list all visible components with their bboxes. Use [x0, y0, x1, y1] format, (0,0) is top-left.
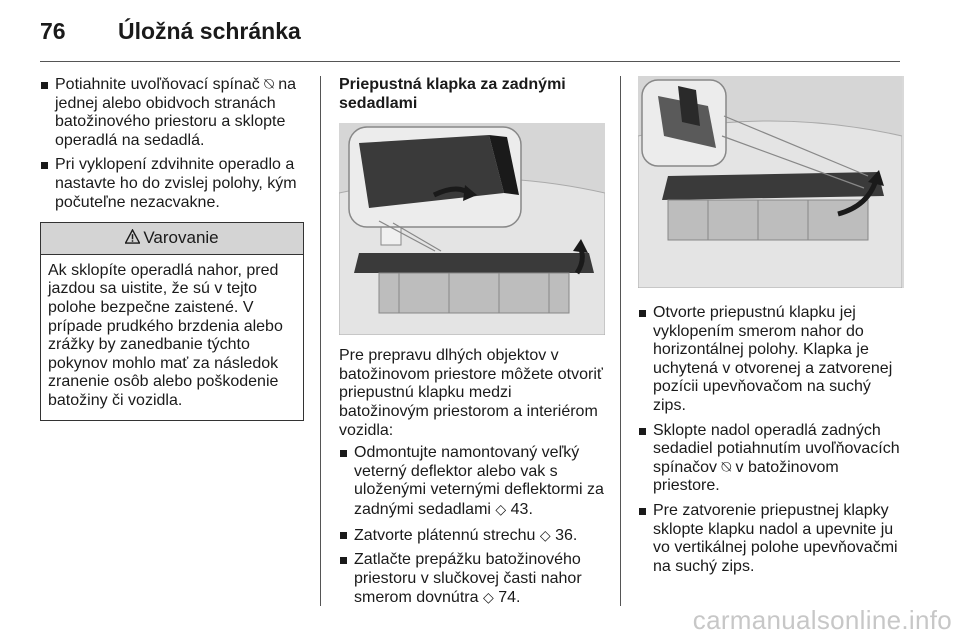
warning-box: [40, 222, 304, 420]
page-header: [40, 14, 920, 54]
reference-arrow-icon: ◇: [539, 526, 551, 543]
warning-header: [41, 223, 303, 255]
section-title: Priepustná klapka za zadnými sedadlami: [339, 76, 566, 112]
column-2: [339, 76, 605, 614]
intro-paragraph: Pre prepravu dlhých objektov v batožinovom priestore môžete otvoriť priepustnú klapku medzi batožinovým priestorom a interiérom vozidla:: [339, 347, 603, 439]
trunk-illustration-2: [638, 76, 904, 288]
instruction-list: [40, 76, 304, 212]
page-number: 76: [40, 18, 66, 44]
list-item: Pre zatvorenie priepustnej klapky sklopte klapku nadol a upevnite ju vo vertikálnej polohe upevňovačmi na suchý zips.: [638, 502, 902, 576]
page-reference[interactable]: 74.: [498, 589, 521, 607]
list-item: Otvorte priepustnú klapku jej vyklopením smerom nahor do horizontálnej polohy. Klapka je uchytená v otvorenej a zatvorenej pozícii upevňovačom na suchý zips.: [638, 304, 902, 416]
trunk-drawing-svg: [339, 123, 605, 335]
column-1: [40, 76, 304, 421]
column-3: [638, 76, 902, 582]
list-item: Sklopte nadol operadlá zadných sedadiel potiahnutím uvoľňovacích spínačov ⍉ v batožinovom priestore.: [638, 422, 902, 496]
warning-triangle-icon: [125, 229, 140, 244]
page-reference[interactable]: 43.: [510, 500, 533, 518]
trunk-illustration-1: [339, 123, 605, 335]
instruction-list: [339, 444, 605, 608]
page-reference[interactable]: 36.: [555, 526, 578, 544]
column-divider-1: [320, 76, 321, 606]
watermark: carmanualsonline.info: [692, 605, 952, 635]
header-divider: [40, 61, 900, 62]
list-item: Zatlačte prepážku batožinového priestoru v slučkovej časti nahor smerom dovnútra ◇ 74.: [339, 551, 605, 608]
instruction-list: [638, 304, 902, 576]
reference-arrow-icon: ◇: [495, 500, 507, 517]
list-item: Potiahnite uvoľňovací spínač ⍉ na jednej alebo obidvoch stranách batožinového priestoru a sklopte operadlá na sedadlá.: [40, 76, 304, 150]
warning-title: Varovanie: [143, 228, 219, 248]
list-item: Pri vyklopení zdvihnite operadlo a nastavte ho do zvislej polohy, kým počuteľne nezacvakne.: [40, 156, 304, 212]
warning-text: Ak sklopíte operadlá nahor, pred jazdou sa uistite, že sú v tejto polohe bezpečne zaistené. V prípade prudkého brzdenia alebo zrážky by zanedbanie týchto pokynov mohlo mať za následok zranenie osôb alebo poškodenie batožiny či vozidla.: [48, 261, 283, 409]
column-divider-2: [620, 76, 621, 606]
list-item: Zatvorte plátennú strechu ◇ 36.: [339, 526, 605, 546]
list-item: Odmontujte namontovaný veľký veterný deflektor alebo vak s uloženými veternými deflektormi za zadnými sedadlami ◇ 43.: [339, 444, 605, 519]
trunk-drawing-svg: [638, 76, 902, 288]
reference-arrow-icon: ◇: [482, 589, 494, 606]
page-title: Úložná schránka: [118, 18, 301, 44]
